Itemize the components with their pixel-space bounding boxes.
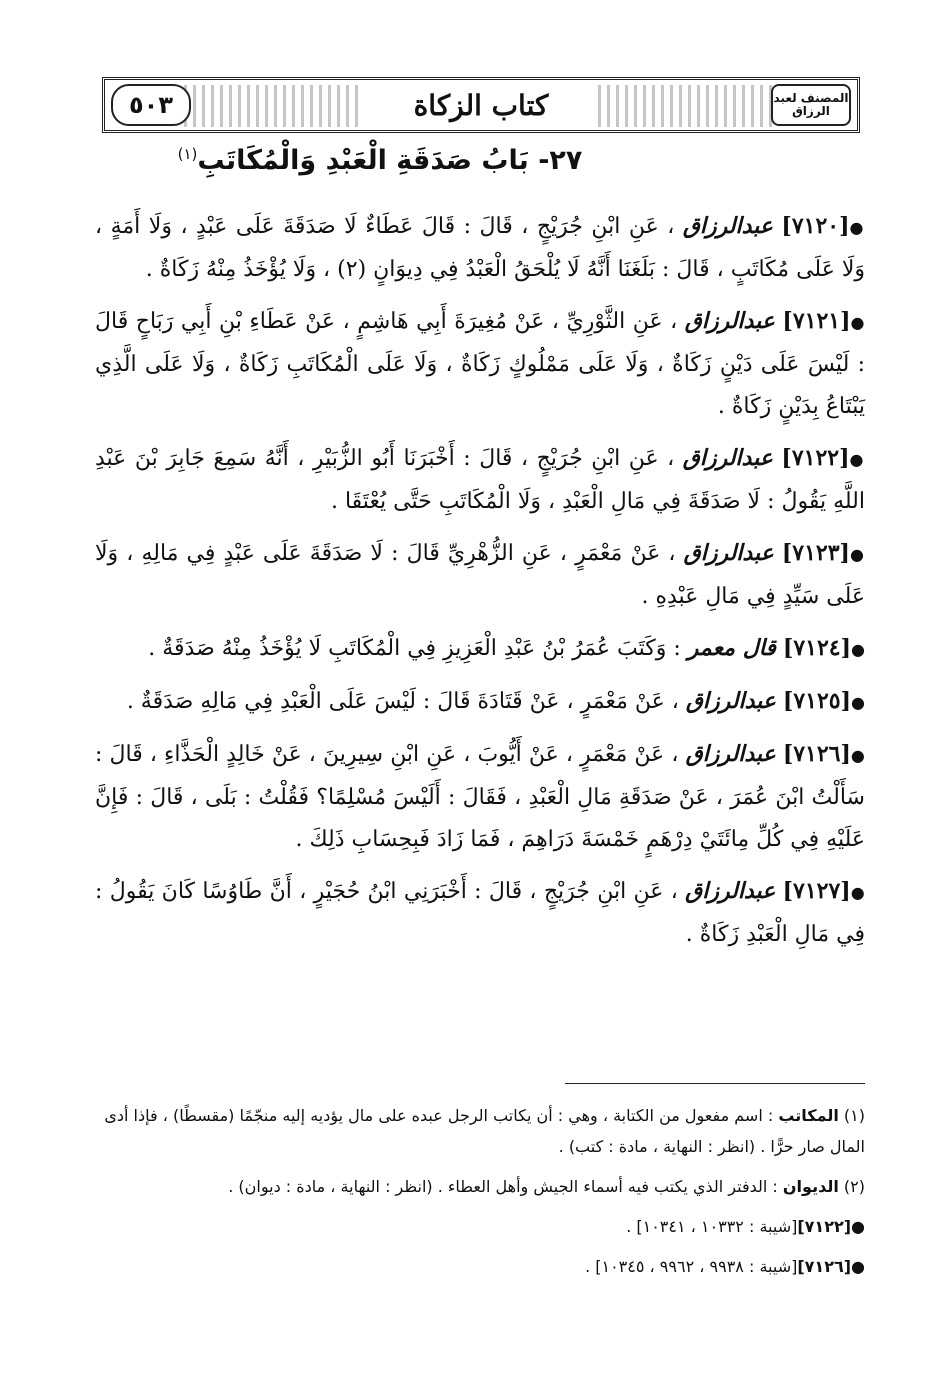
hadith-text: ، عَنِ الثَّوْرِيِّ ، عَنْ مُغِيرَةَ أَبِي هَاشِمٍ ، عَنْ عَطَاءِ بْنِ أَبِي رَبَاحٍ قَالَ : لَيْسَ عَلَى دَيْنٍ زَكَاةٌ ، وَلَا عَلَى مَمْلُوكٍ زَكَاةٌ ، وَلَا عَلَى الْمُكَاتَبِ زَكَاةٌ ، وَلَا عَلَى الَّذِي يَبْتَاعُ بِدَيْنٍ زَكَاةٌ . — [95, 309, 866, 419]
footnote — [95, 1251, 865, 1282]
hadith-number: [٧١٢٧] — [782, 878, 851, 904]
footnote-number: (٢) — [843, 1177, 865, 1196]
footnote-text: : الدفتر الذي يكتب فيه أسماء الجيش وأهل العطاء . (انظر : النهاية ، مادة : ديوان) . — [228, 1177, 778, 1196]
hadith-item — [95, 870, 865, 956]
hadith-narrator: عبدالرزاق — [682, 213, 773, 239]
hadith-text: ، عَنِ ابْنِ جُرَيْجٍ ، قَالَ : أَخْبَرَنِي ابْنُ حُجَيْرٍ ، أَنَّ طَاوُسًا كَانَ يَقُولُ : فِي مَالِ الْعَبْدِ زَكَاةٌ . — [95, 879, 865, 947]
hadith-number: [٧١٢٥] — [782, 688, 852, 714]
bullet-icon: ● — [849, 545, 866, 564]
hadith-item — [95, 532, 865, 618]
hadith-number: [٧١٢٤] — [782, 635, 852, 661]
hadith-text: : وَكَتَبَ عُمَرُ بْنُ عَبْدِ الْعَزِيزِ فِي الْمُكَاتَبِ لَا يُؤْخَذُ مِنْهُ صَدَقَةٌ . — [148, 636, 681, 661]
hadith-item — [95, 733, 865, 861]
chapter-title: ٢٧- بَابُ صَدَقَةِ الْعَبْدِ وَالْمُكَاتَبِ — [197, 145, 583, 176]
bullet-icon: ● — [850, 313, 866, 332]
hadith-text: ، عَنِ ابْنِ جُرَيْجٍ ، قَالَ : أَخْبَرَنَا أَبُو الزُّبَيْرِ ، أَنَّهُ سَمِعَ جَابِرَ بْنَ عَبْدِ اللَّهِ يَقُولُ : لَا صَدَقَةَ فِي مَالِ الْعَبْدِ ، وَلَا الْمُكَاتَبِ حَتَّى يُعْتَقَا . — [95, 446, 865, 514]
hadith-narrator: عبدالرزاق — [684, 308, 775, 334]
footnote-term: [٧١٢٢] — [797, 1217, 852, 1236]
chapter-note-ref: (١) — [177, 145, 198, 163]
bullet-icon: ● — [849, 218, 865, 237]
footnote-term: المكاتب — [778, 1106, 839, 1125]
footnote — [95, 1100, 865, 1162]
book-title-wrap — [105, 80, 857, 130]
hadith-number: [٧١٢٣] — [781, 540, 850, 566]
hadith-number: [٧١٢٢] — [781, 445, 850, 471]
footnote — [95, 1211, 865, 1242]
page-number: ٥٠٣ — [111, 84, 191, 126]
hadith-narrator: عبدالرزاق — [685, 688, 776, 714]
page-header — [102, 77, 860, 133]
publisher-logo: المصنف لعبد الرزاق — [771, 84, 851, 126]
footnote-number: ● — [851, 1257, 865, 1276]
bullet-icon: ● — [850, 883, 865, 902]
footnote — [95, 1171, 865, 1202]
hadith-text: ، عَنْ مَعْمَرٍ ، عَنْ أَيُّوبَ ، عَنِ ابْنِ سِيرِينَ ، عَنْ خَالِدٍ الْحَذَّاءِ ، قَالَ : سَأَلْتُ ابْنَ عُمَرَ ، عَنْ صَدَقَةِ مَالِ الْعَبْدِ ، فَقَالَ : أَلَيْسَ مُسْلِمًا؟ فَقُلْتُ : بَلَى ، قَالَ : فَإِنَّ عَلَيْهِ فِي كُلِّ مِائَتَيْ دِرْهَمٍ خَمْسَةَ دَرَاهِمَ ، فَمَا زَادَ فَبِحِسَابِ ذَلِكَ . — [95, 742, 865, 852]
footnote-text: [شيبة : ١٠٣٣٢ ، ١٠٣٤١] . — [626, 1217, 798, 1236]
hadith-list — [95, 205, 865, 965]
footnotes — [95, 1100, 865, 1291]
hadith-item — [95, 680, 865, 724]
bullet-icon: ● — [850, 746, 865, 765]
hadith-narrator: عبدالرزاق — [685, 878, 776, 904]
chapter-heading — [100, 145, 660, 176]
hadith-text: ، عَنِ ابْنِ جُرَيْجٍ ، قَالَ : قَالَ عَطَاءٌ لَا صَدَقَةَ عَلَى عَبْدٍ ، وَلَا أَمَةٍ ، وَلَا عَلَى مُكَاتَبٍ ، قَالَ : بَلَغَنَا أَنَّهُ لَا يُلْحَقُ الْعَبْدُ فِي دِيوَانٍ (٢) ، وَلَا يُؤْخَذُ مِنْهُ زَكَاةٌ . — [95, 214, 865, 282]
bullet-icon: ● — [851, 640, 865, 659]
hadith-item — [95, 300, 865, 428]
hadith-item — [95, 437, 865, 523]
footnote-term: [٧١٢٦] — [797, 1257, 852, 1276]
bullet-icon: ● — [851, 693, 865, 712]
footnote-text: [شيبة : ٩٩٣٨ ، ٩٩٦٢ ، ١٠٣٤٥] . — [585, 1257, 798, 1276]
hadith-number: [٧١٢٠] — [781, 213, 850, 239]
hadith-narrator: عبدالرزاق — [682, 445, 773, 471]
footnote-number: (١) — [843, 1106, 865, 1125]
footnote-term: الديوان — [782, 1177, 839, 1196]
footnote-number: ● — [851, 1217, 865, 1236]
hadith-narrator: عبدالرزاق — [685, 741, 776, 767]
hadith-narrator: عبدالرزاق — [683, 540, 774, 566]
hadith-number: [٧١٢٦] — [782, 741, 851, 767]
book-title: كتاب الزكاة — [404, 89, 559, 122]
hadith-item — [95, 627, 865, 671]
footnote-divider — [565, 1083, 865, 1084]
hadith-text: ، عَنْ مَعْمَرٍ ، عَنْ قَتَادَةَ قَالَ : لَيْسَ عَلَى الْعَبْدِ فِي مَالِهِ صَدَقَةٌ . — [126, 689, 679, 714]
hadith-number: [٧١٢١] — [782, 308, 851, 334]
bullet-icon: ● — [849, 450, 865, 469]
hadith-text: ، عَنْ مَعْمَرٍ ، عَنِ الزُّهْرِيِّ قَالَ : لَا صَدَقَةَ عَلَى عَبْدٍ فِي مَالِهِ ، وَلَا عَلَى سَيِّدٍ فِي مَالِ عَبْدِهِ . — [95, 541, 865, 609]
footnote-text: : اسم مفعول من الكتابة ، وهي : أن يكاتب الرجل عبده على مال يؤديه إليه منجّمًا (مقسطًا) ، فإذا أدى المال صار حرًّا . (انظر : النهاية ، مادة : كتب) . — [104, 1106, 865, 1156]
hadith-item — [95, 205, 865, 291]
hadith-narrator: قال معمر — [687, 635, 776, 661]
